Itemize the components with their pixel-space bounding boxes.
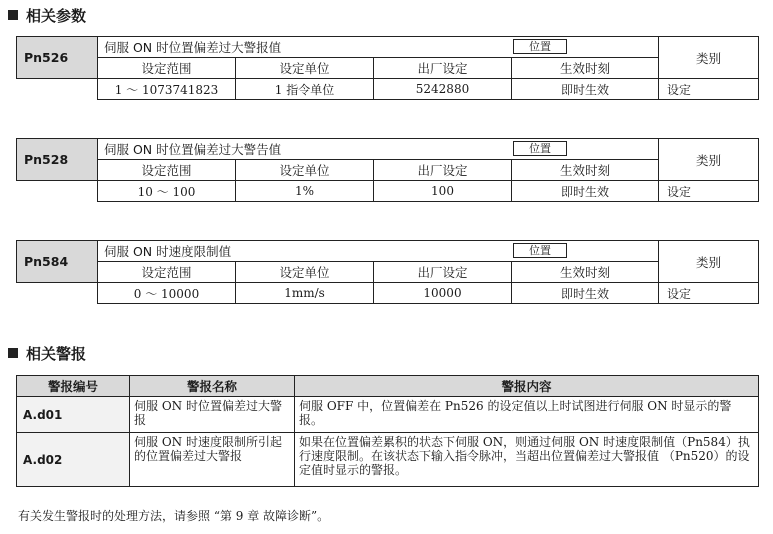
param-code-spacer: [17, 79, 98, 100]
bullet-square-icon: [8, 10, 18, 20]
param-value-effective: 即时生效: [512, 79, 659, 100]
param-title: [98, 37, 659, 58]
alarm-name: 伺服 ON 时位置偏差过大警报: [130, 397, 295, 433]
param-code-spacer: [17, 181, 98, 202]
param-tag: 位置: [513, 243, 567, 258]
param-value-range: 0 ～ 10000: [98, 283, 236, 304]
param-table-pn528: [16, 138, 759, 202]
param-category-value: 设定: [659, 283, 759, 304]
param-value-range: 10 ～ 100: [98, 181, 236, 202]
param-header-default: 出厂设定: [374, 262, 512, 283]
param-tag: 位置: [513, 141, 567, 156]
param-code: Pn528: [17, 139, 98, 181]
params-section-title: [8, 7, 86, 25]
param-code: Pn584: [17, 241, 98, 283]
param-header-effective: 生效时刻: [512, 262, 659, 283]
param-title: [98, 139, 659, 160]
param-value-range: 1 ～ 1073741823: [98, 79, 236, 100]
param-header-unit: 设定单位: [236, 262, 374, 283]
param-title-text: 伺服 ON 时位置偏差过大警报值: [104, 40, 282, 55]
param-value-unit: 1 指令单位: [236, 79, 374, 100]
param-category-value: 设定: [659, 181, 759, 202]
param-value-unit: 1%: [236, 181, 374, 202]
param-header-effective: 生效时刻: [512, 58, 659, 79]
param-header-range: 设定范围: [98, 262, 236, 283]
param-value-unit: 1mm/s: [236, 283, 374, 304]
param-value-default: 5242880: [374, 79, 512, 100]
param-header-range: 设定范围: [98, 160, 236, 181]
param-tag: 位置: [513, 39, 567, 54]
param-header-effective: 生效时刻: [512, 160, 659, 181]
alarm-name: 伺服 ON 时速度限制所引起的位置偏差过大警报: [130, 433, 295, 487]
alarm-code: A.d02: [17, 433, 130, 487]
alarm-header-content: 警报内容: [295, 376, 759, 397]
param-category-header: 类别: [659, 241, 759, 283]
param-table-pn526: [16, 36, 759, 100]
param-header-unit: 设定单位: [236, 160, 374, 181]
alarm-table: [16, 375, 759, 487]
alarm-content: 伺服 OFF 中，位置偏差在 Pn526 的设定值以上时试图进行伺服 ON 时显示的警报。: [295, 397, 759, 433]
param-header-default: 出厂设定: [374, 160, 512, 181]
table-row: [17, 397, 759, 433]
alarm-content: 如果在位置偏差累积的状态下伺服 ON，则通过伺服 ON 时速度限制值（Pn584）执行速度限制。在该状态下输入指令脉冲，当超出位置偏差过大警报值 （Pn520）的设定值时显示的警报。: [295, 433, 759, 487]
param-category-value: 设定: [659, 79, 759, 100]
param-category-header: 类别: [659, 37, 759, 79]
param-title-text: 伺服 ON 时位置偏差过大警告值: [104, 142, 282, 157]
table-row: [17, 433, 759, 487]
param-header-unit: 设定单位: [236, 58, 374, 79]
param-table-pn584: [16, 240, 759, 304]
troubleshooting-note: 有关发生警报时的处理方法，请参照 “第 9 章 故障诊断”。: [18, 509, 330, 523]
alarm-code: A.d01: [17, 397, 130, 433]
param-code-spacer: [17, 283, 98, 304]
param-header-default: 出厂设定: [374, 58, 512, 79]
alarms-section-title: [8, 345, 86, 363]
alarm-header-code: 警报编号: [17, 376, 130, 397]
params-section-label: 相关参数: [26, 7, 87, 25]
param-value-default: 10000: [374, 283, 512, 304]
param-code: Pn526: [17, 37, 98, 79]
bullet-square-icon: [8, 348, 18, 358]
param-category-header: 类别: [659, 139, 759, 181]
alarms-section-label: 相关警报: [26, 345, 87, 363]
param-value-effective: 即时生效: [512, 181, 659, 202]
param-title-text: 伺服 ON 时速度限制值: [104, 244, 232, 259]
param-value-effective: 即时生效: [512, 283, 659, 304]
param-title: [98, 241, 659, 262]
param-value-default: 100: [374, 181, 512, 202]
param-header-range: 设定范围: [98, 58, 236, 79]
alarm-header-name: 警报名称: [130, 376, 295, 397]
